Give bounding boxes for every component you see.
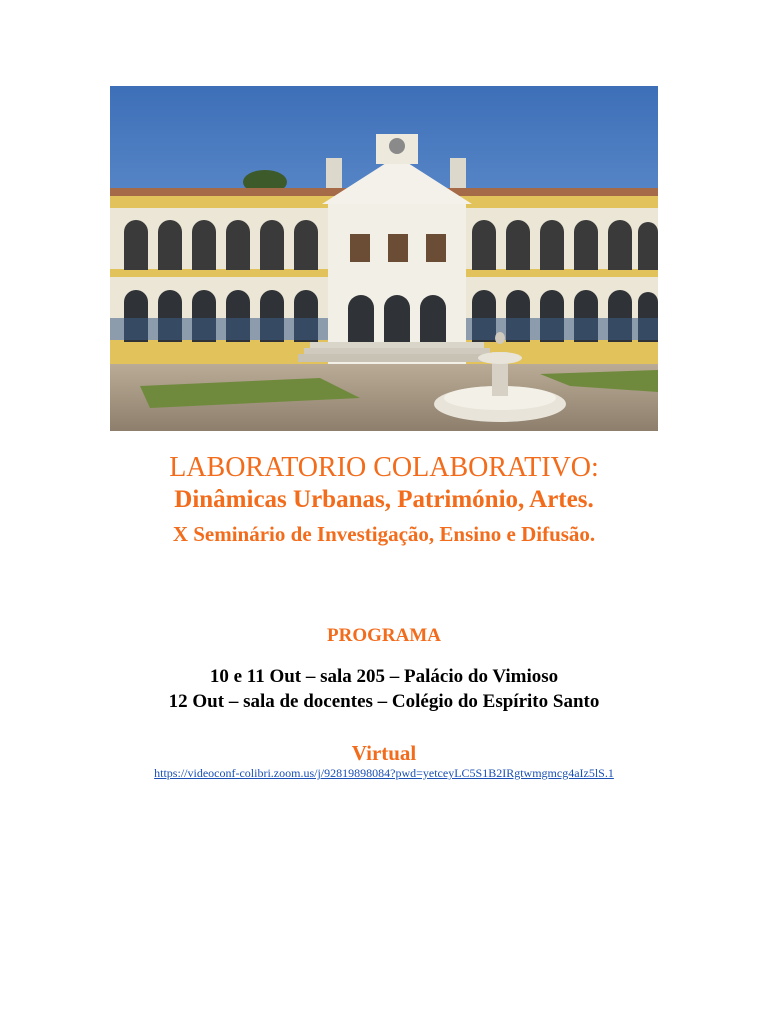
program-line-1: 10 e 11 Out – sala 205 – Palácio do Vimioso [209, 666, 559, 687]
program-line-2: 12 Out – sala de docentes – Colégio do Espírito Santo [168, 691, 600, 712]
title-line-1: LABORATORIO COLABORATIVO: [169, 452, 599, 483]
program-heading: PROGRAMA [327, 625, 441, 646]
zoom-meeting-link[interactable]: https://videoconf-colibri.zoom.us/j/92819898084?pwd=yetceyLC5S1B2IRgtwmgmcg4aIz5lS.1 [154, 766, 614, 780]
title-line-3: X Seminário de Investigação, Ensino e Difusão. [172, 522, 596, 546]
building-photo [110, 86, 658, 431]
virtual-heading: Virtual [351, 741, 417, 765]
title-line-2: Dinâmicas Urbanas, Património, Artes. [174, 486, 594, 513]
